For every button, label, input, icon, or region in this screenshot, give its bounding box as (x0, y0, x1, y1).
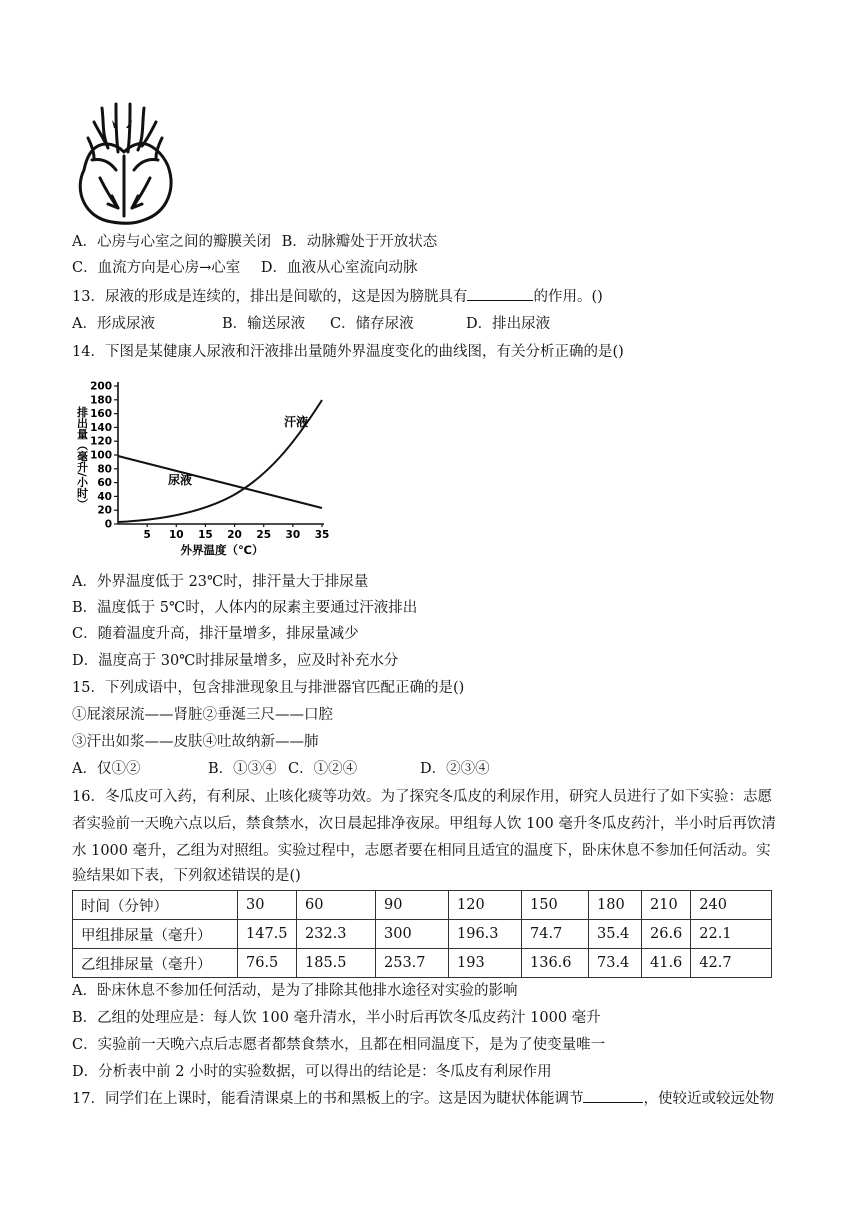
q15-stem: 15．下列成语中，包含排泄现象且与排泄器官匹配正确的是() (72, 680, 465, 696)
x-tick-label: 5 (143, 529, 151, 541)
table-cell: 74.7 (522, 920, 589, 949)
q17-stem-text: 17．同学们在上课时，能看清课桌上的书和黑板上的字。这是因为睫状体能调节 (72, 1091, 584, 1107)
y-tick-label: 40 (97, 490, 112, 503)
y-ticks (90, 381, 118, 531)
q13-options (72, 314, 550, 334)
q14-option-c: C．随着温度升高，排汗量增多，排尿量减少 (72, 626, 359, 642)
q14-option-d: D．温度高于 30℃时排尿量增多，应及时补充水分 (72, 653, 399, 669)
x-axis-label: 外界温度（℃） (180, 543, 264, 557)
q13-option-c: C．储存尿液 (330, 316, 414, 332)
q12-options-row2 (72, 258, 417, 278)
table-cell: 甲组排尿量（毫升） (73, 920, 238, 949)
x-tick-label: 10 (168, 529, 184, 541)
q16-option-d: D．分析表中前 2 小时的实验数据，可以得出的结论是：冬瓜皮有利尿作用 (72, 1064, 552, 1080)
q16-stem-line3: 水 1000 毫升，乙组为对照组。实验过程中，志愿者要在相同且适宜的温度下，卧床休息不参加任何活动。实 (72, 843, 771, 859)
table-cell: 22.1 (691, 920, 772, 949)
x-ticks (143, 524, 329, 541)
y-tick-label: 20 (97, 504, 112, 517)
q13-option-b: B．输送尿液 (222, 316, 306, 332)
q12-option-d: D．血液从心室流向动脉 (260, 260, 418, 276)
table-cell: 时间（分钟） (73, 891, 238, 920)
table-cell: 253.7 (376, 949, 449, 978)
table-cell: 35.4 (589, 920, 642, 949)
heart-diagram (72, 100, 177, 228)
x-tick-label: 35 (314, 529, 330, 541)
q15-option-b: B．①③④ (208, 761, 277, 777)
table-cell: 210 (642, 891, 691, 920)
table-cell: 42.7 (691, 949, 772, 978)
q12-option-b: B．动脉瓣处于开放状态 (281, 234, 438, 250)
q13-stem (72, 286, 603, 307)
q14-option-a: A．外界温度低于 23℃时，排汗量大于排尿量 (72, 574, 369, 590)
table-cell: 73.4 (589, 949, 642, 978)
urine-volume-table (72, 890, 772, 978)
q17-blank (583, 1088, 643, 1103)
y-tick-label: 80 (97, 463, 112, 476)
table-cell: 150 (522, 891, 589, 920)
table-cell: 196.3 (449, 920, 522, 949)
q16-option-b: B．乙组的处理应是：每人饮 100 毫升清水，半小时后再饮冬瓜皮药汁 1000 毫升 (72, 1010, 601, 1026)
table-cell: 180 (589, 891, 642, 920)
q13-blank (467, 286, 533, 301)
q16-option-a: A．卧床休息不参加任何活动，是为了排除其他排水途径对实验的影响 (72, 983, 518, 999)
table-row (73, 949, 772, 978)
q13-stem-tail: 的作用。() (533, 289, 603, 305)
table-cell: 232.3 (297, 920, 376, 949)
q17-stem (72, 1088, 774, 1109)
q16-stem-line4: 验结果如下表，下列叙述错误的是() (72, 868, 301, 884)
table-cell: 185.5 (297, 949, 376, 978)
q16-stem-line1: 16．冬瓜皮可入药，有利尿、止咳化痰等功效。为了探究冬瓜皮的利尿作用，研究人员进行了如下实验：志愿 (72, 789, 772, 805)
y-tick-label: 60 (97, 477, 112, 490)
table-cell: 26.6 (642, 920, 691, 949)
x-tick-label: 20 (227, 529, 242, 541)
table-cell: 90 (376, 891, 449, 920)
q15-items-1-2: ①屁滚尿流——肾脏②垂涎三尺——口腔 (72, 707, 333, 723)
table-cell: 193 (449, 949, 522, 978)
sweat-label: 汗液 (284, 415, 309, 429)
table-cell: 136.6 (522, 949, 589, 978)
table-cell: 147.5 (238, 920, 297, 949)
y-tick-label: 200 (90, 380, 112, 393)
q16-stem-line2: 者实验前一天晚六点以后，禁食禁水，次日晨起排净夜尿。甲组每人饮 100 毫升冬瓜皮药汁，半小时后再饮清 (72, 816, 776, 832)
urine-curve (118, 456, 322, 508)
urine-label: 尿液 (168, 473, 193, 487)
x-tick-label: 25 (256, 529, 272, 541)
y-tick-label: 120 (90, 435, 112, 448)
q12-option-a: A．心房与心室之间的瓣膜关闭 (72, 234, 271, 250)
q14-option-b: B．温度低于 5℃时，人体内的尿素主要通过汗液排出 (72, 600, 418, 616)
q13-option-d: D．排出尿液 (466, 316, 551, 332)
q12-option-c: C．血流方向是心房→心室 (72, 260, 241, 276)
table-row (73, 920, 772, 949)
y-tick-label: 180 (90, 394, 112, 407)
q14-stem: 14．下图是某健康人尿液和汗液排出量随外界温度变化的曲线图，有关分析正确的是() (72, 344, 624, 360)
y-tick-label: 140 (90, 421, 112, 434)
table-cell: 41.6 (642, 949, 691, 978)
q13-stem-text: 13．尿液的形成是连续的，排出是间歇的，这是因为膀胱具有 (72, 289, 468, 305)
q15-items-3-4: ③汗出如浆——皮肤④吐故纳新——肺 (72, 734, 319, 750)
q12-options-row1 (72, 232, 437, 252)
y-tick-label: 160 (90, 408, 112, 421)
table-cell: 60 (297, 891, 376, 920)
q16-option-c: C．实验前一天晚六点后志愿者都禁食禁水，且都在相同温度下，是为了使变量唯一 (72, 1037, 606, 1053)
x-tick-label: 15 (198, 529, 213, 541)
x-tick-label: 30 (285, 529, 301, 541)
y-tick-label: 100 (90, 449, 112, 462)
table-cell: 76.5 (238, 949, 297, 978)
q15-option-c: C．①②④ (288, 761, 358, 777)
table-cell: 30 (238, 891, 297, 920)
q15-option-d: D．②③④ (420, 761, 490, 777)
q17-stem-tail: ，使较近或较远处物 (643, 1091, 774, 1107)
table-cell: 300 (376, 920, 449, 949)
q15-options (72, 759, 490, 779)
table-cell: 乙组排尿量（毫升） (73, 949, 238, 978)
q15-option-a: A．仅①② (72, 761, 141, 777)
table-cell: 240 (691, 891, 772, 920)
excretion-temperature-graph (72, 374, 342, 560)
table-cell: 120 (449, 891, 522, 920)
q13-option-a: A．形成尿液 (72, 316, 155, 332)
y-axis-label: 排出量（毫升/小时） (75, 406, 89, 510)
y-tick-label: 0 (104, 518, 112, 531)
table-header-row (73, 891, 772, 920)
